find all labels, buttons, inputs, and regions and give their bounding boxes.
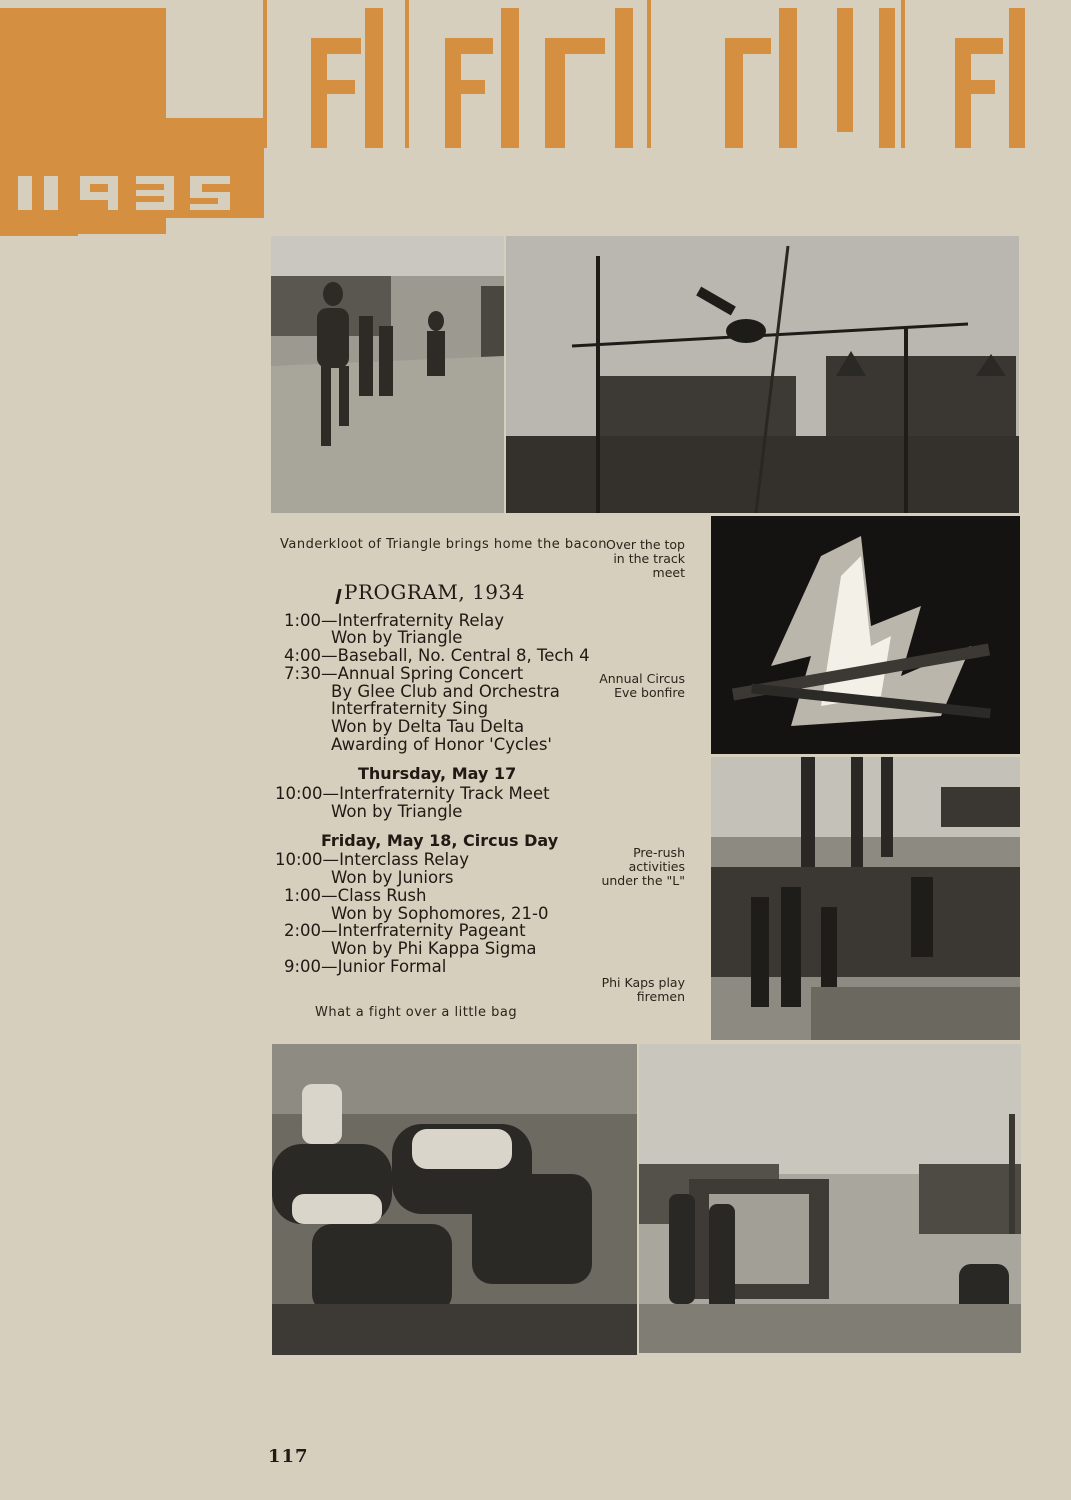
program-day-friday: Friday, May 18, Circus Day (321, 831, 559, 850)
photo-pole-vault (506, 236, 1019, 513)
program-event (284, 887, 426, 905)
program-event (331, 700, 488, 718)
event-text: Class Rush (337, 886, 427, 905)
caption-pre-rush: Pre-rush activities under the "L" (601, 845, 685, 888)
event-time: 9:00— (284, 957, 338, 976)
event-text: Won by Phi Kappa Sigma (331, 939, 537, 958)
event-text: Won by Juniors (331, 868, 454, 887)
event-time: 1:00— (284, 886, 338, 905)
program-event (331, 869, 453, 887)
year-digit-5 (190, 176, 230, 210)
event-text: Junior Formal (337, 957, 447, 976)
event-time: 10:00— (275, 850, 340, 869)
event-text: Won by Triangle (331, 628, 463, 647)
program-day-thursday: Thursday, May 17 (358, 764, 517, 783)
page-number: 117 (268, 1446, 309, 1467)
photo-fire-fight (639, 1044, 1021, 1353)
event-text: Won by Sophomores, 21-0 (331, 904, 549, 923)
event-text: Interfraternity Pageant (337, 921, 526, 940)
program-event (284, 922, 526, 940)
year-digit-9 (80, 176, 118, 210)
photo-bag-fight (272, 1044, 637, 1355)
photo-bonfire (711, 516, 1020, 754)
program-event (331, 718, 524, 736)
event-text: Interfraternity Relay (337, 611, 504, 630)
caption-pole-vault: Over the top in the track meet (605, 537, 685, 580)
program-event (331, 803, 462, 821)
event-text: Awarding of Honor 'Cycles' (331, 735, 552, 754)
program-event (331, 736, 552, 754)
program-event (284, 665, 523, 683)
caption-fire-fight: Phi Kaps play firemen (601, 975, 685, 1004)
program-bullet (335, 589, 341, 604)
event-text: Interfraternity Sing (331, 699, 489, 718)
event-time: 4:00— (284, 646, 338, 665)
program-event (275, 851, 469, 869)
event-text: Interfraternity Track Meet (339, 784, 550, 803)
event-time: 7:30— (284, 664, 338, 683)
program-event (275, 785, 550, 803)
program-title: PROGRAM, 1934 (344, 580, 525, 604)
caption-bag-fight: What a fight over a little bag (315, 1005, 518, 1020)
program-event (331, 940, 537, 958)
event-text: Baseball, No. Central 8, Tech 4 (337, 646, 590, 665)
event-time: 10:00— (275, 784, 340, 803)
event-text: Annual Spring Concert (337, 664, 524, 683)
caption-bonfire: Annual Circus Eve bonfire (599, 671, 685, 700)
program-event (331, 629, 462, 647)
caption-relay-runner: Vanderkloot of Triangle brings home the bacon (280, 537, 607, 552)
event-text: Won by Delta Tau Delta (331, 717, 525, 736)
event-time: 1:00— (284, 611, 338, 630)
event-text: Interclass Relay (339, 850, 469, 869)
event-time: 2:00— (284, 921, 338, 940)
event-text: Won by Triangle (331, 802, 463, 821)
year-digit-3 (136, 176, 174, 210)
title-lettering (255, 0, 1035, 160)
program-event (284, 647, 590, 665)
program-event (284, 958, 446, 976)
year-digit-1 (18, 176, 58, 210)
photo-pre-rush (711, 757, 1020, 1040)
photo-relay-runner (271, 236, 504, 513)
event-text: By Glee Club and Orchestra (331, 682, 560, 701)
